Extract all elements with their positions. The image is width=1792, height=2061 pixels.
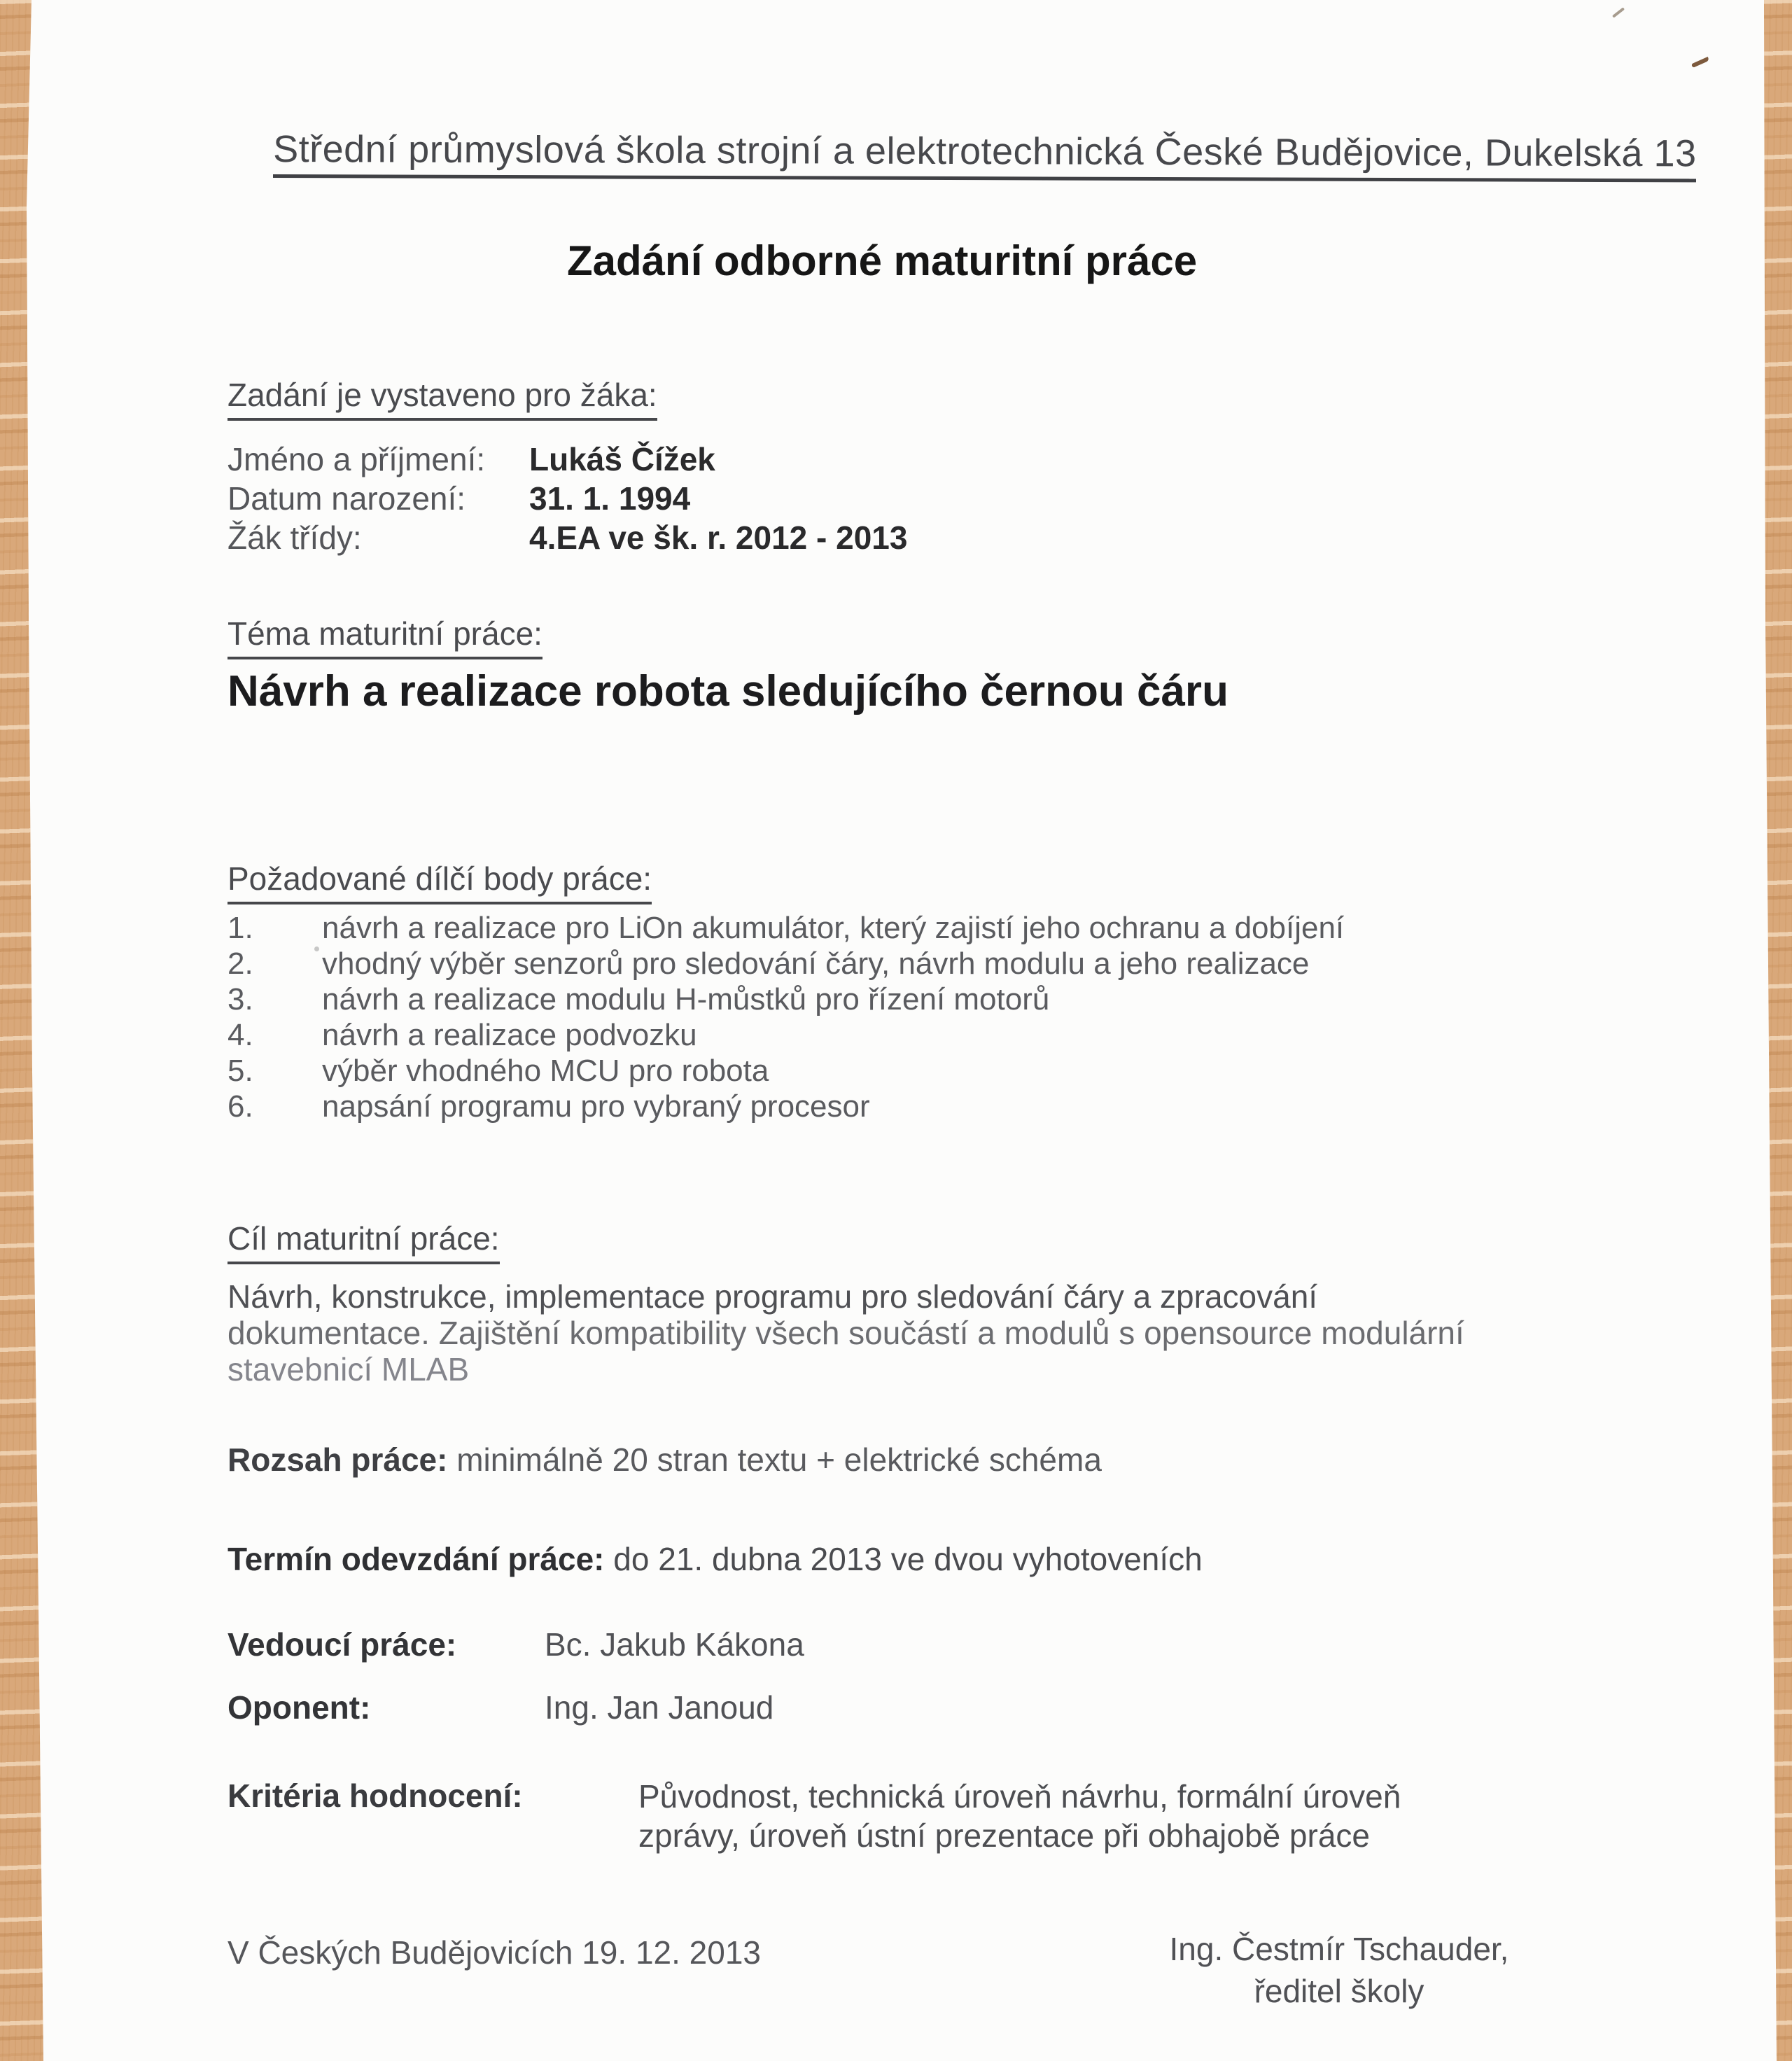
list-item [227, 1053, 1344, 1089]
supervisor-value: Bc. Jakub Kákona [545, 1626, 804, 1663]
opponent-label: Oponent: [227, 1689, 371, 1726]
student-section-heading: Zadání je vystaveno pro žáka: [227, 376, 657, 421]
item-text: návrh a realizace pro LiOn akumulátor, který zajistí jeho ochranu a dobíjení [322, 911, 1345, 945]
item-text: vhodný výběr senzorů pro sledování čáry, návrh modulu a jeho realizace [322, 946, 1310, 981]
item-number: 2. [227, 946, 253, 981]
deadline-value: do 21. dubna 2013 ve dvou vyhotoveních [604, 1541, 1203, 1577]
criteria-line-1: Původnost, technická úroveň návrhu, formální úroveň [638, 1778, 1401, 1815]
student-row-birthdate [227, 479, 907, 518]
item-text: návrh a realizace modulu H-můstků pro řízení motorů [322, 982, 1050, 1016]
list-item [227, 981, 1344, 1017]
item-number: 5. [227, 1054, 253, 1088]
list-item [227, 946, 1344, 981]
name-value: Lukáš Čížek [529, 441, 715, 477]
item-text: návrh a realizace podvozku [322, 1018, 697, 1052]
list-item [227, 1089, 1344, 1124]
opponent-value: Ing. Jan Janoud [545, 1689, 774, 1726]
scan-artifact-tick [1612, 7, 1625, 18]
criteria-label: Kritéria hodnocení: [227, 1777, 523, 1814]
scan-artifact-hook [1691, 57, 1709, 68]
opponent-row [227, 1689, 804, 1726]
requirements-section-heading: Požadované dílčí body práce: [227, 860, 652, 904]
student-row-class [227, 518, 907, 557]
place-and-date: V Českých Budějovicích 19. 12. 2013 [227, 1934, 762, 1971]
school-header-line: Střední průmyslová škola strojní a elektrotechnická České Budějovice, Dukelská 13 [273, 127, 1697, 182]
criteria-value [638, 1777, 1513, 1855]
birthdate-label: Datum narození: [227, 480, 466, 517]
people-rows [227, 1626, 804, 1726]
goal-paragraph [227, 1278, 1620, 1388]
student-info-rows [227, 440, 907, 557]
scope-label: Rozsah práce: [227, 1441, 448, 1478]
goal-line-1: Návrh, konstrukce, implementace programu pro sledování čáry a zpracování [227, 1278, 1318, 1315]
item-number: 6. [227, 1089, 253, 1124]
desk-wood-right-edge [1757, 0, 1792, 2061]
scope-line [227, 1441, 1102, 1479]
supervisor-row [227, 1626, 804, 1663]
signature-block [1140, 1928, 1539, 2012]
student-row-name [227, 440, 907, 479]
class-value: 4.EA ve šk. r. 2012 - 2013 [529, 519, 908, 556]
document-title: Zadání odborné maturitní práce [567, 237, 1198, 284]
criteria-line-2: zprávy, úroveň ústní prezentace při obhajobě práce [638, 1817, 1370, 1854]
topic-section-heading: Téma maturitní práce: [227, 615, 542, 659]
item-text: napsání programu pro vybraný procesor [322, 1089, 870, 1124]
requirements-list [227, 910, 1344, 1124]
item-number: 4. [227, 1018, 253, 1052]
goal-line-3: stavebnicí MLAB [227, 1351, 470, 1388]
deadline-label: Termín odevzdání práce: [227, 1541, 605, 1577]
desk-wood-left-edge [0, 0, 49, 2061]
item-text: výběr vhodného MCU pro robota [322, 1054, 769, 1088]
scope-value: minimálně 20 stran textu + elektrické schéma [447, 1441, 1102, 1478]
deadline-line [227, 1540, 1203, 1578]
thesis-topic-title: Návrh a realizace robota sledujícího černou čáru [227, 667, 1228, 715]
signatory-name: Ing. Čestmír Tschauder, [1169, 1931, 1509, 1967]
list-item [227, 910, 1344, 946]
item-number: 1. [227, 911, 253, 945]
list-item [227, 1017, 1344, 1053]
signatory-role: ředitel školy [1254, 1973, 1424, 2009]
goal-line-2: dokumentace. Zajištění kompatibility všech součástí a modulů s opensource modulární [227, 1315, 1464, 1351]
supervisor-label: Vedoucí práce: [227, 1626, 457, 1663]
item-number: 3. [227, 982, 253, 1016]
name-label: Jméno a příjmení: [227, 441, 486, 477]
birthdate-value: 31. 1. 1994 [529, 480, 691, 517]
goal-section-heading: Cíl maturitní práce: [227, 1220, 500, 1264]
class-label: Žák třídy: [227, 519, 362, 556]
